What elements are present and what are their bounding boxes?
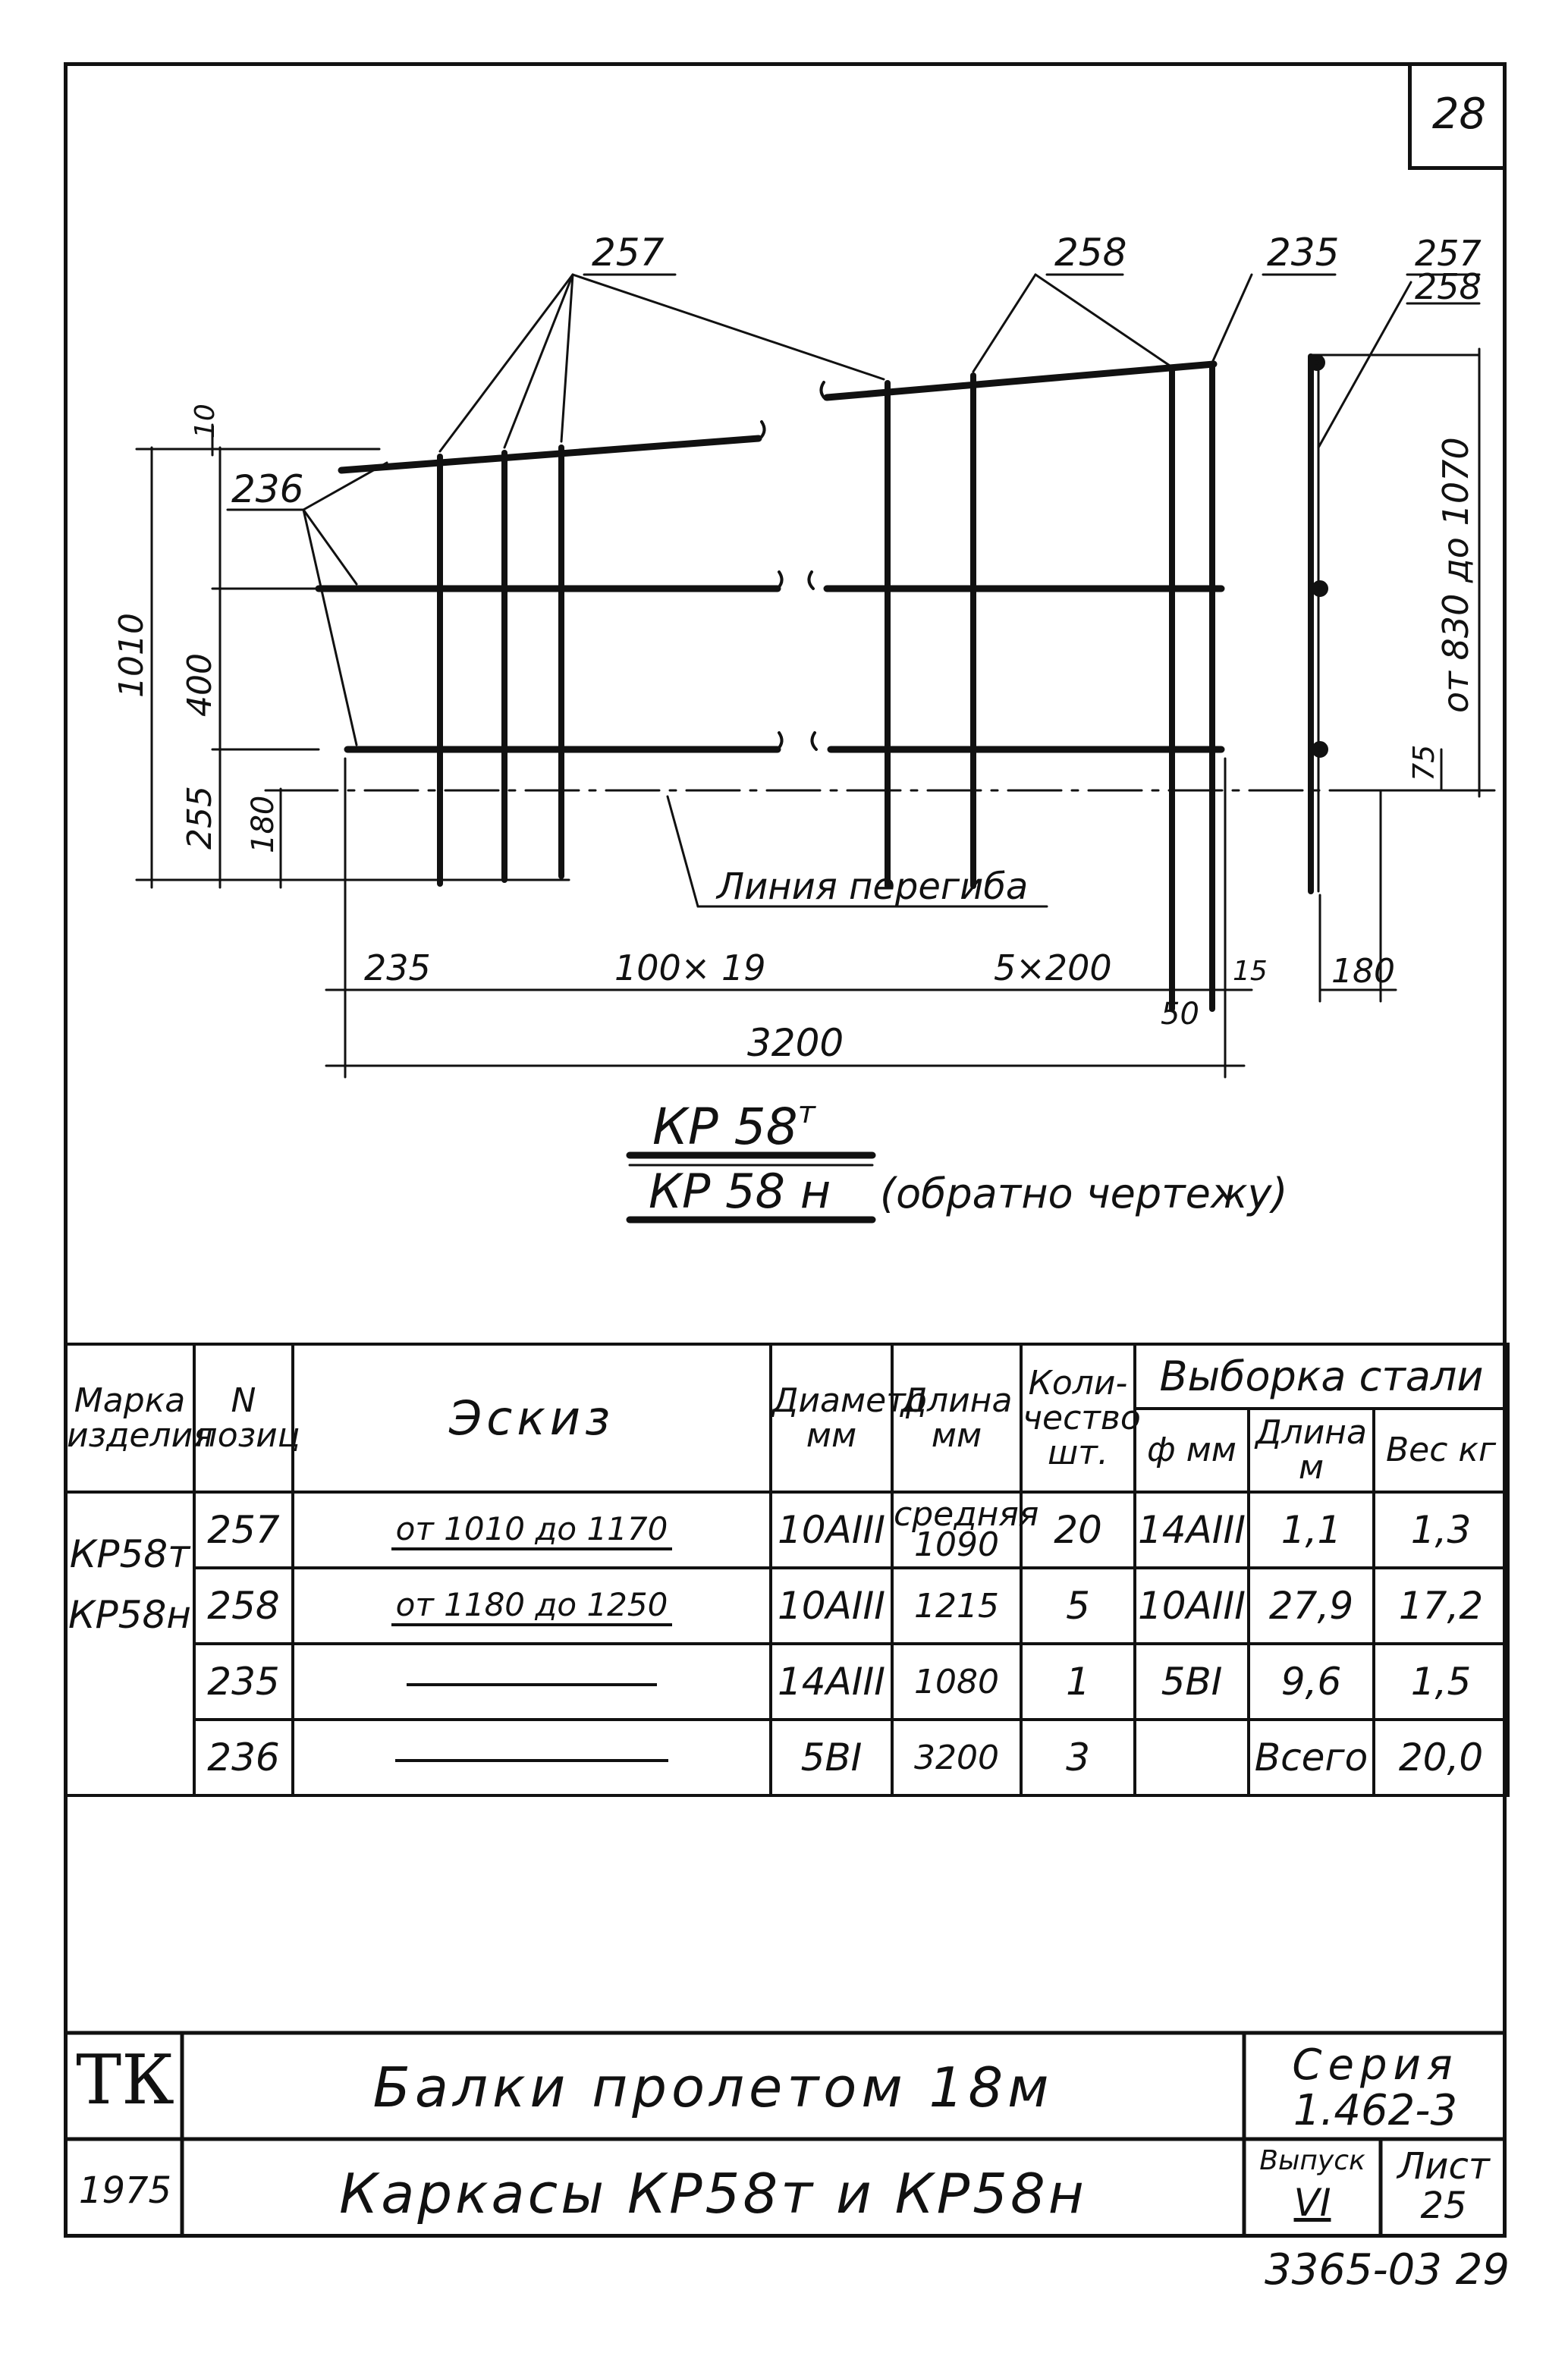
row4-diameter: 5ВI xyxy=(771,1720,892,1795)
dim-5x200: 5×200 xyxy=(994,947,1112,988)
callout-257-side: 257 xyxy=(1415,233,1482,274)
title-kr58t: КР $58^т$ xyxy=(652,1095,815,1156)
archive-number: 3365-03 29 xyxy=(1264,2245,1510,2295)
series-value: 1.462-3 xyxy=(1293,2086,1458,2135)
row2-weight: 17,2 xyxy=(1374,1568,1508,1644)
row3-phi: 5ВI xyxy=(1135,1644,1249,1720)
row4-length: 3200 xyxy=(892,1720,1021,1795)
bend-line-label: Линия перегиба xyxy=(717,865,1029,908)
header-mark: Марка изделия xyxy=(65,1344,194,1492)
dim-75: 75 xyxy=(1407,744,1441,781)
row1-pos: 257 xyxy=(194,1492,293,1568)
dim-15: 15 xyxy=(1233,956,1268,987)
dim-400: 400 xyxy=(181,653,219,717)
callout-258-top: 258 xyxy=(1054,231,1127,275)
sheet-number: 28 xyxy=(1431,90,1487,139)
dim-180-left: 180 xyxy=(246,795,281,853)
row4-pos: 236 xyxy=(194,1720,293,1795)
dim-3200: 3200 xyxy=(747,1021,844,1065)
year: 1975 xyxy=(78,2169,172,2212)
title-mirror-note: (обратно чертежу) xyxy=(880,1170,1288,1217)
row2-sketch: от 1180 до 1250 xyxy=(391,1586,673,1626)
title-line-2: Каркасы КР58т и КР58н xyxy=(339,2162,1087,2226)
header-position: N позиц xyxy=(194,1344,293,1492)
row2-qty: 5 xyxy=(1021,1568,1135,1644)
header-selection-length: Длина м xyxy=(1249,1409,1374,1492)
row3-length: 1080 xyxy=(892,1644,1021,1720)
row1-sel-length: 1,1 xyxy=(1249,1492,1374,1568)
issue-value: VI xyxy=(1293,2181,1331,2225)
callout-236: 236 xyxy=(231,467,304,511)
header-phi: ф мм xyxy=(1135,1409,1249,1492)
dim-100x19: 100× 19 xyxy=(614,947,766,988)
row2-length: 1215 xyxy=(892,1568,1021,1644)
row2-diameter: 10АIII xyxy=(771,1568,892,1644)
mark-kr58n: КР58н xyxy=(68,1593,191,1637)
header-length: Длина мм xyxy=(892,1344,1021,1492)
callout-257-top: 257 xyxy=(592,231,665,275)
row3-weight: 1,5 xyxy=(1374,1644,1508,1720)
callout-258-side: 258 xyxy=(1415,266,1482,307)
row3-qty: 1 xyxy=(1021,1644,1135,1720)
dim-range-830-1070: от 830 до 1070 xyxy=(1435,437,1476,713)
header-steel-selection: Выборка стали xyxy=(1135,1344,1508,1409)
row3-pos: 235 xyxy=(194,1644,293,1720)
row2-sel-length: 27,9 xyxy=(1249,1568,1374,1644)
row3-sel-length: 9,6 xyxy=(1249,1644,1374,1720)
dim-10: 10 xyxy=(190,404,221,438)
dim-180-side: 180 xyxy=(1331,952,1395,991)
row4-total-weight: 20,0 xyxy=(1374,1720,1508,1795)
row1-diameter: 10АIII xyxy=(771,1492,892,1568)
header-diameter: Диаметр мм xyxy=(771,1344,892,1492)
row1-qty: 20 xyxy=(1021,1492,1135,1568)
dim-255: 255 xyxy=(181,786,219,850)
header-sketch: Эскиз xyxy=(293,1344,771,1492)
dim-50: 50 xyxy=(1161,997,1199,1032)
issue-label: Выпуск xyxy=(1259,2145,1365,2176)
mark-kr58t: КР58т xyxy=(69,1532,190,1576)
row1-weight: 1,3 xyxy=(1374,1492,1508,1568)
header-weight: Вес кг xyxy=(1374,1409,1508,1492)
row1-sketch: от 1010 до 1170 xyxy=(391,1510,673,1550)
series-label: Серия xyxy=(1292,2040,1459,2090)
row1-phi: 14АIII xyxy=(1135,1492,1249,1568)
title-line-1: Балки пролетом 18м xyxy=(372,2056,1054,2119)
sheet-value: 25 xyxy=(1420,2185,1467,2227)
sheet-label: Лист xyxy=(1397,2145,1490,2188)
header-quantity: Коли-чество шт. xyxy=(1021,1344,1135,1492)
row4-qty: 3 xyxy=(1021,1720,1135,1795)
title-kr58n: КР 58 н xyxy=(649,1164,831,1219)
row2-phi: 10АIII xyxy=(1135,1568,1249,1644)
dim-235: 235 xyxy=(364,947,431,988)
row4-total-label: Всего xyxy=(1249,1720,1374,1795)
dim-1010: 1010 xyxy=(112,613,151,698)
org-code: ТК xyxy=(76,2040,174,2120)
callout-235-top: 235 xyxy=(1267,231,1340,275)
row3-diameter: 14АIII xyxy=(771,1644,892,1720)
row2-pos: 258 xyxy=(194,1568,293,1644)
row1-length: средняя 1090 xyxy=(892,1492,1021,1568)
